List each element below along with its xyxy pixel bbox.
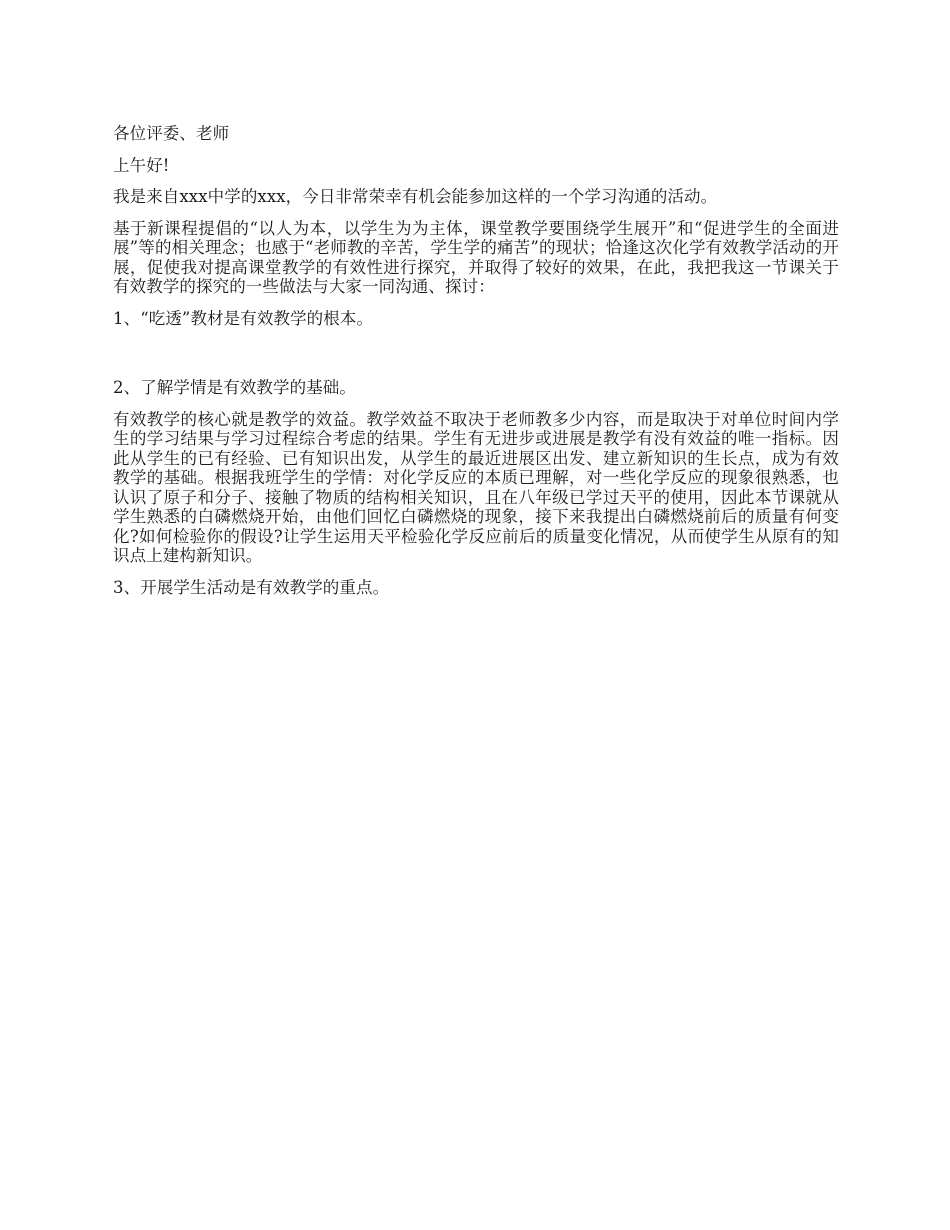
document-body: [113, 124, 839, 609]
greeting: 上午好!: [113, 155, 170, 175]
point-2-heading: 2、了解学情是有效教学的基础。: [113, 378, 356, 397]
background-paragraph: 基于新课程提倡的“以人为本，以学生为为主体，课堂教学要围绕学生展开”和“促进学生的全面进展”等的相关理念；也感于“老师教的辛苦，学生学的痛苦”的现状；恰逢这次化学有效教学活动的开展，促使我对提高课堂教学的有效性进行探究，并取得了较好的效果，在此，我把我这一节课关于有效教学的探究的一些做法与大家一同沟通、探讨：: [113, 218, 839, 296]
point-3-heading: 3、开展学生活动是有效教学的重点。: [113, 577, 390, 597]
salutation: 各位评委、老师: [113, 124, 230, 143]
point-2-body-paragraph: 有效教学的核心就是教学的效益。教学效益不取决于老师教多少内容，而是取决于对单位时间内学生的学习结果与学习过程综合考虑的结果。学生有无进步或进展是教学有没有效益的唯一指标。因此从学生的已有经验、已有知识出发，从学生的最近进展区出发、建立新知识的生长点，成为有效教学的基础。根据我班学生的学情：对化学反应的本质已理解，对一些化学反应的现象很熟悉，也认识了原子和分子、接触了物质的结构相关知识，且在八年级已学过天平的使用，因此本节课就从学生熟悉的白磷燃烧开始，由他们回忆白磷燃烧的现象，接下来我提出白磷燃烧前后的质量有何变化?如何检验你的假设?让学生运用天平检验化学反应前后的质量变化情况，从而使学生从原有的知识点上建构新知识。: [113, 409, 839, 565]
introduction-paragraph: 我是来自xxx中学的xxx，今日非常荣幸有机会能参加这样的一个学习沟通的活动。: [113, 187, 718, 206]
point-1-heading: 1、“吃透”教材是有效教学的根本。: [113, 308, 374, 328]
